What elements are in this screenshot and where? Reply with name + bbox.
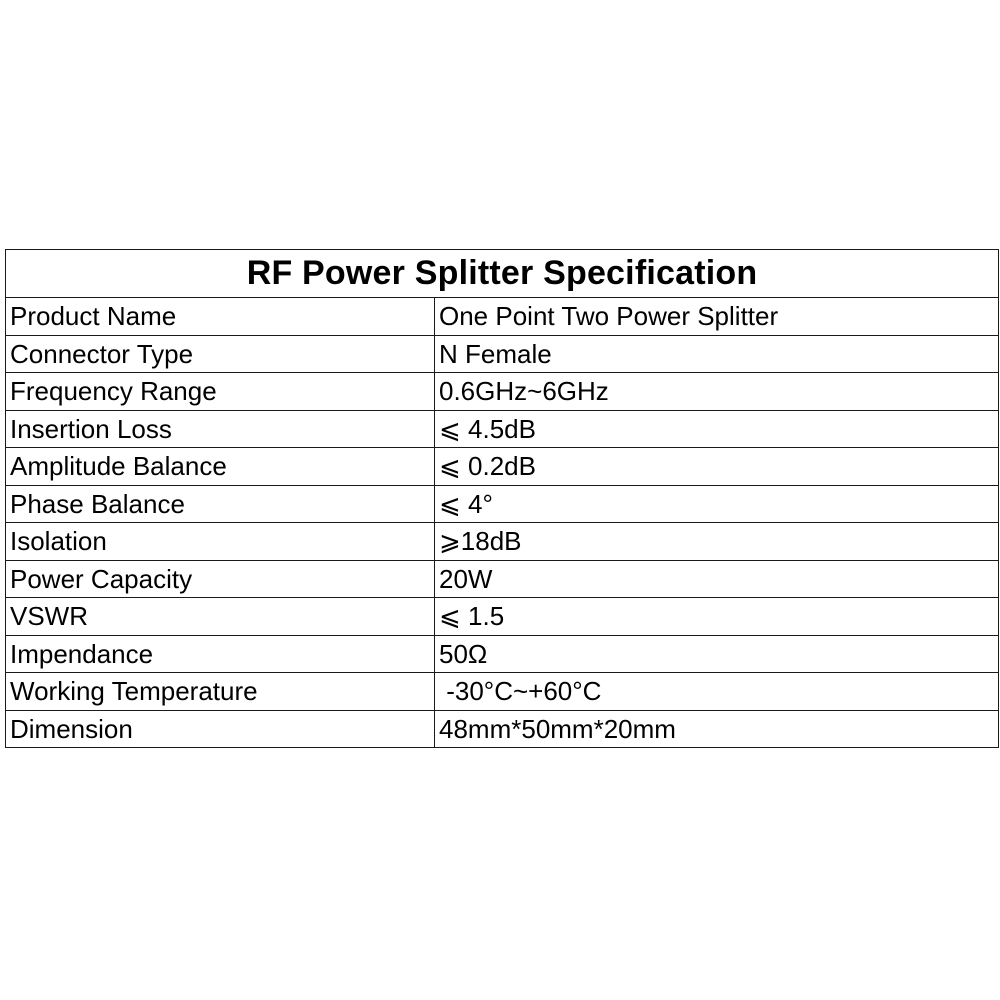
spec-label: Impendance: [6, 635, 435, 673]
spec-label: Frequency Range: [6, 373, 435, 411]
spec-value: ⩽ 0.2dB: [435, 448, 999, 486]
table-row: [6, 298, 999, 336]
table-title: RF Power Splitter Specification: [6, 250, 999, 298]
spec-value: ⩽ 4.5dB: [435, 410, 999, 448]
table-row: [6, 560, 999, 598]
spec-value: ⩾18dB: [435, 523, 999, 561]
spec-value: 48mm*50mm*20mm: [435, 710, 999, 748]
spec-label: Insertion Loss: [6, 410, 435, 448]
spec-label: Amplitude Balance: [6, 448, 435, 486]
spec-label: Phase Balance: [6, 485, 435, 523]
table-row: [6, 448, 999, 486]
spec-label: Connector Type: [6, 335, 435, 373]
spec-value: -30°C~+60°C: [435, 673, 999, 711]
spec-value: 20W: [435, 560, 999, 598]
table-row: [6, 410, 999, 448]
table-row: [6, 710, 999, 748]
spec-label: Power Capacity: [6, 560, 435, 598]
spec-value: ⩽ 4°: [435, 485, 999, 523]
table-row: [6, 598, 999, 636]
table-row: [6, 673, 999, 711]
title-row: [6, 250, 999, 298]
spec-label: Working Temperature: [6, 673, 435, 711]
table-row: [6, 523, 999, 561]
spec-label: Dimension: [6, 710, 435, 748]
spec-value: 50Ω: [435, 635, 999, 673]
spec-value: ⩽ 1.5: [435, 598, 999, 636]
table-row: [6, 635, 999, 673]
spec-value: 0.6GHz~6GHz: [435, 373, 999, 411]
table-row: [6, 373, 999, 411]
table-row: [6, 485, 999, 523]
spec-label: VSWR: [6, 598, 435, 636]
spec-value: N Female: [435, 335, 999, 373]
table-row: [6, 335, 999, 373]
spec-table: [5, 249, 999, 748]
spec-label: Isolation: [6, 523, 435, 561]
spec-label: Product Name: [6, 298, 435, 336]
spec-value: One Point Two Power Splitter: [435, 298, 999, 336]
